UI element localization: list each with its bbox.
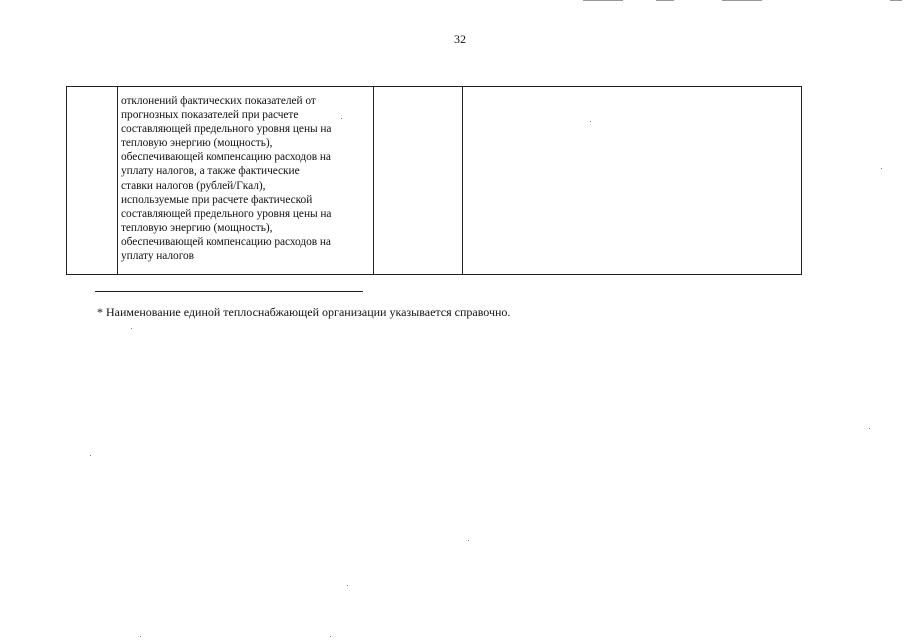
scan-speck	[341, 118, 342, 119]
scan-mark	[583, 0, 623, 1]
scan-speck	[90, 455, 91, 456]
scan-mark	[656, 0, 674, 1]
scan-mark	[722, 0, 762, 1]
table-cell-indicator-name: отклонений фактических показателей от прогнозных показателей при расчете составляющей предельного уровня цены на тепловую энергию (мощность), обеспечивающей компенсацию расходов на уплату налогов, а также фактические ставки налогов (рублей/Гкал), используемые при расчете фактической составляющей предельного уровня цены на тепловую энергию (мощность), обеспечивающей компенсацию расходов на уплату налогов	[118, 87, 374, 274]
footnote-text: * Наименование единой теплоснабжающей организации указывается справочно.	[97, 305, 511, 319]
scan-speck	[590, 121, 591, 122]
table-cell-value	[463, 87, 801, 274]
scan-speck	[330, 636, 331, 637]
footnote-divider	[95, 291, 363, 292]
table-cell-unit	[374, 87, 463, 274]
scan-speck	[869, 428, 870, 429]
document-table	[66, 86, 802, 275]
scan-mark	[890, 0, 902, 1]
table-cell-number	[67, 87, 118, 274]
scan-speck	[131, 328, 132, 329]
scan-speck	[347, 585, 348, 586]
scan-speck	[468, 540, 469, 541]
scan-speck	[881, 168, 882, 169]
page-number: 32	[454, 32, 466, 46]
scan-speck	[140, 636, 141, 637]
